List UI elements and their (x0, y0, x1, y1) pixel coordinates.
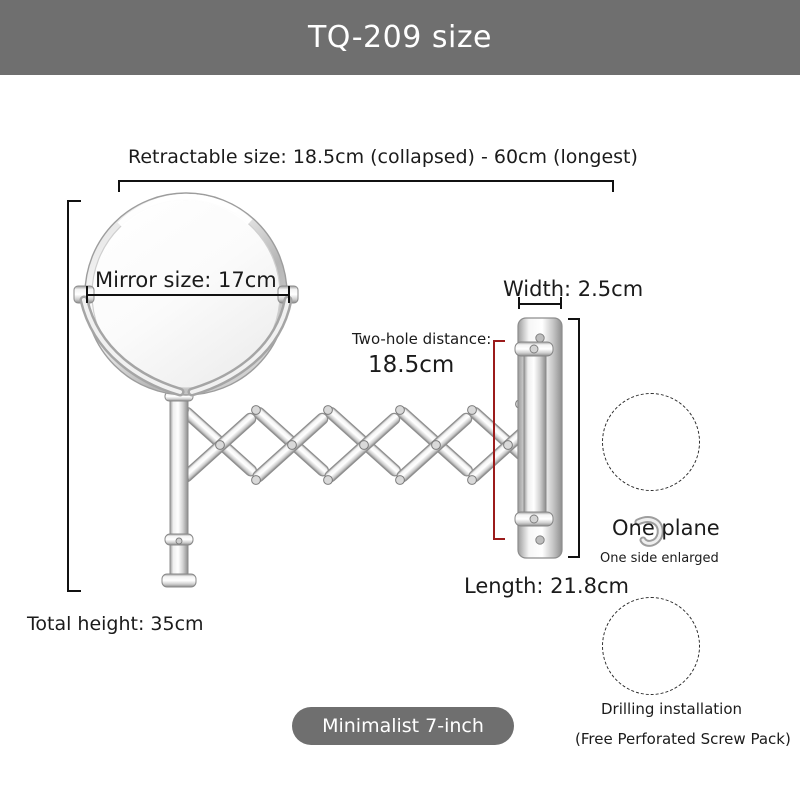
label-total-height: Total height: 35cm (27, 613, 204, 635)
total-height-bracket-line (67, 200, 69, 592)
label-one-plane: One plane (612, 516, 720, 540)
two-hole-bracket-line (493, 340, 495, 540)
retractable-bracket-line (118, 180, 614, 182)
mirror-size-line (86, 294, 290, 296)
label-length: Length: 21.8cm (464, 574, 629, 598)
total-height-bracket-bottom-tick (67, 590, 81, 592)
total-height-bracket-top-tick (67, 200, 81, 202)
two-hole-bracket-bottom-tick (493, 538, 505, 540)
label-one-side-enlarged: One side enlarged (600, 551, 719, 566)
length-bracket-bottom-tick (568, 556, 580, 558)
width-bracket-line (518, 303, 562, 305)
page-title: TQ-209 size (307, 20, 493, 55)
retractable-bracket-right-tick (612, 180, 614, 192)
mirror-size-right-tick (288, 286, 290, 303)
label-drilling-installation: Drilling installation (601, 700, 743, 718)
label-width: Width: 2.5cm (503, 277, 644, 301)
two-hole-bracket-top-tick (493, 340, 505, 342)
mirror-size-left-tick (86, 286, 88, 303)
label-two-hole-distance: Two-hole distance: (352, 330, 492, 348)
label-mirror-size: Mirror size: 17cm (95, 268, 277, 292)
one-plane-icon-circle (602, 393, 700, 491)
length-bracket-top-tick (568, 318, 580, 320)
label-retractable-size: Retractable size: 18.5cm (collapsed) - 60cm (longest) (128, 146, 638, 168)
label-two-hole-distance-value: 18.5cm (368, 352, 455, 378)
label-screw-pack: (Free Perforated Screw Pack) (575, 730, 791, 748)
size-badge: Minimalist 7-inch (292, 707, 514, 745)
length-bracket-line (578, 318, 580, 558)
screws-icon-circle (602, 597, 700, 695)
retractable-bracket-left-tick (118, 180, 120, 192)
